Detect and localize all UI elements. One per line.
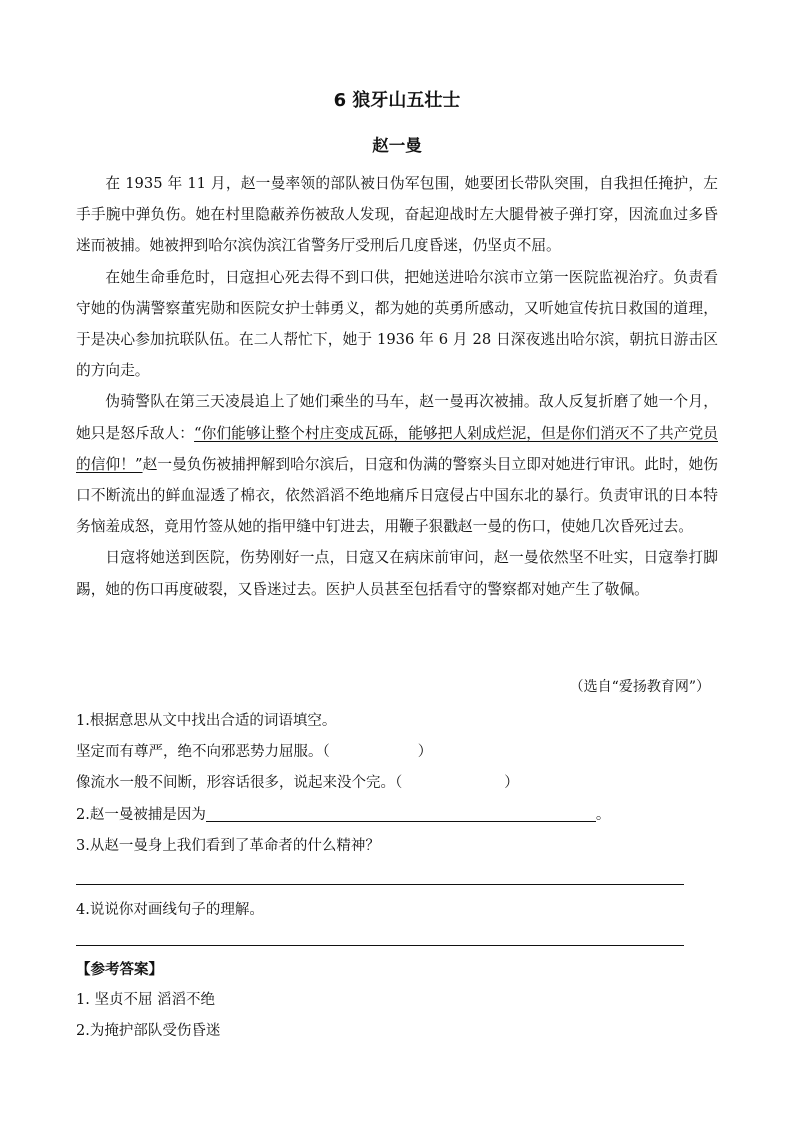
answer-key-heading: 【参考答案】: [76, 962, 163, 978]
article-author: 赵一曼: [372, 136, 422, 155]
question-3: 3.从赵一曼身上我们看到了革命者的什么精神？: [76, 838, 380, 854]
paragraph-3-rest: 赵一曼负伤被捕押解到哈尔滨后，日寇和伪满的警察头目立即对她进行审讯。此时，她伤口不断流出的鲜血湿透了棉衣，依然滔滔不绝地痛斥日寇侵占中国东北的暴行。负责审讯的日本特务恼羞成怒，竟用竹签从她的指甲缝中钉进去，用鞭子狠戳赵一曼的伤口，使她几次昏死过去。: [76, 455, 718, 536]
paragraph-3-lead: 伪骑警队在第三天凌晨追上了她们乘坐的马车，赵一曼再次被捕。敌人反复折磨了她一个月，她只是怒斥敌人：: [76, 393, 718, 442]
source-note: （选自“爱扬教育网”）: [569, 679, 710, 695]
article-body: [76, 168, 718, 605]
paragraph-2: 在她生命垂危时，日寇担心死去得不到口供，把她送进哈尔滨市立第一医院监视治疗。负责看守她的伪满警察董宪勋和医院女护士韩勇义，都为她的英勇所感动，又听她宣传抗日救国的道理，于是决心参加抗联队伍。在二人帮忙下，她于 1936 年 6 月 28 日深夜逃出哈尔滨，朝抗日游击区的方向走。: [76, 268, 718, 380]
paragraph-4: 日寇将她送到医院，伤势刚好一点，日寇又在病床前审问，赵一曼依然坚不吐实，日寇拳打脚踢，她的伤口再度破裂，又昏迷过去。医护人员甚至包括看守的警察都对她产生了敬佩。: [76, 549, 718, 598]
question-1b: [76, 771, 519, 792]
answer-2: 2.为掩护部队受伤昏迷: [76, 1023, 221, 1039]
question-4: 4.说说你对画线句子的理解。: [76, 902, 264, 918]
question-1b-close: ）: [504, 775, 519, 791]
question-1a-text: 坚定而有尊严，绝不向邪恶势力屈服。（: [76, 744, 330, 760]
question-1a: [76, 740, 432, 761]
question-2-text: 2.赵一曼被捕是因为: [76, 807, 206, 823]
answer-line-3[interactable]: [76, 884, 684, 885]
answer-1: 1. 坚贞不屈 滔滔不绝: [76, 992, 216, 1008]
question-1b-text: 像流水一般不间断，形容话很多，说起来没个完。（: [76, 775, 403, 791]
question-1a-close: ）: [417, 744, 433, 760]
lesson-title: 6 狼牙山五壮士: [333, 90, 461, 111]
question-2-end: 。: [595, 807, 611, 823]
paragraph-3: [76, 386, 718, 542]
question-1: 1.根据意思从文中找出合适的词语填空。: [76, 713, 337, 729]
question-2: [76, 803, 610, 824]
paragraph-1: 在 1935 年 11 月，赵一曼率领的部队被日伪军包围，她要团长带队突围，自我担任掩护，左手手腕中弹负伤。她在村里隐蔽养伤被敌人发现，奋起迎战时左大腿骨被子弹打穿，因流血过多昏迷而被捕。她被押到哈尔滨伪滨江省警务厅受刑后几度昏迷，仍坚贞不屈。: [76, 175, 718, 255]
answer-blank-2[interactable]: [206, 805, 596, 822]
answer-line-4[interactable]: [76, 945, 684, 946]
underlined-quote: “你们能够让整个村庄变成瓦砾，能够把人剁成烂泥，但是你们消灭不了共产党员的信仰！”: [76, 424, 718, 473]
